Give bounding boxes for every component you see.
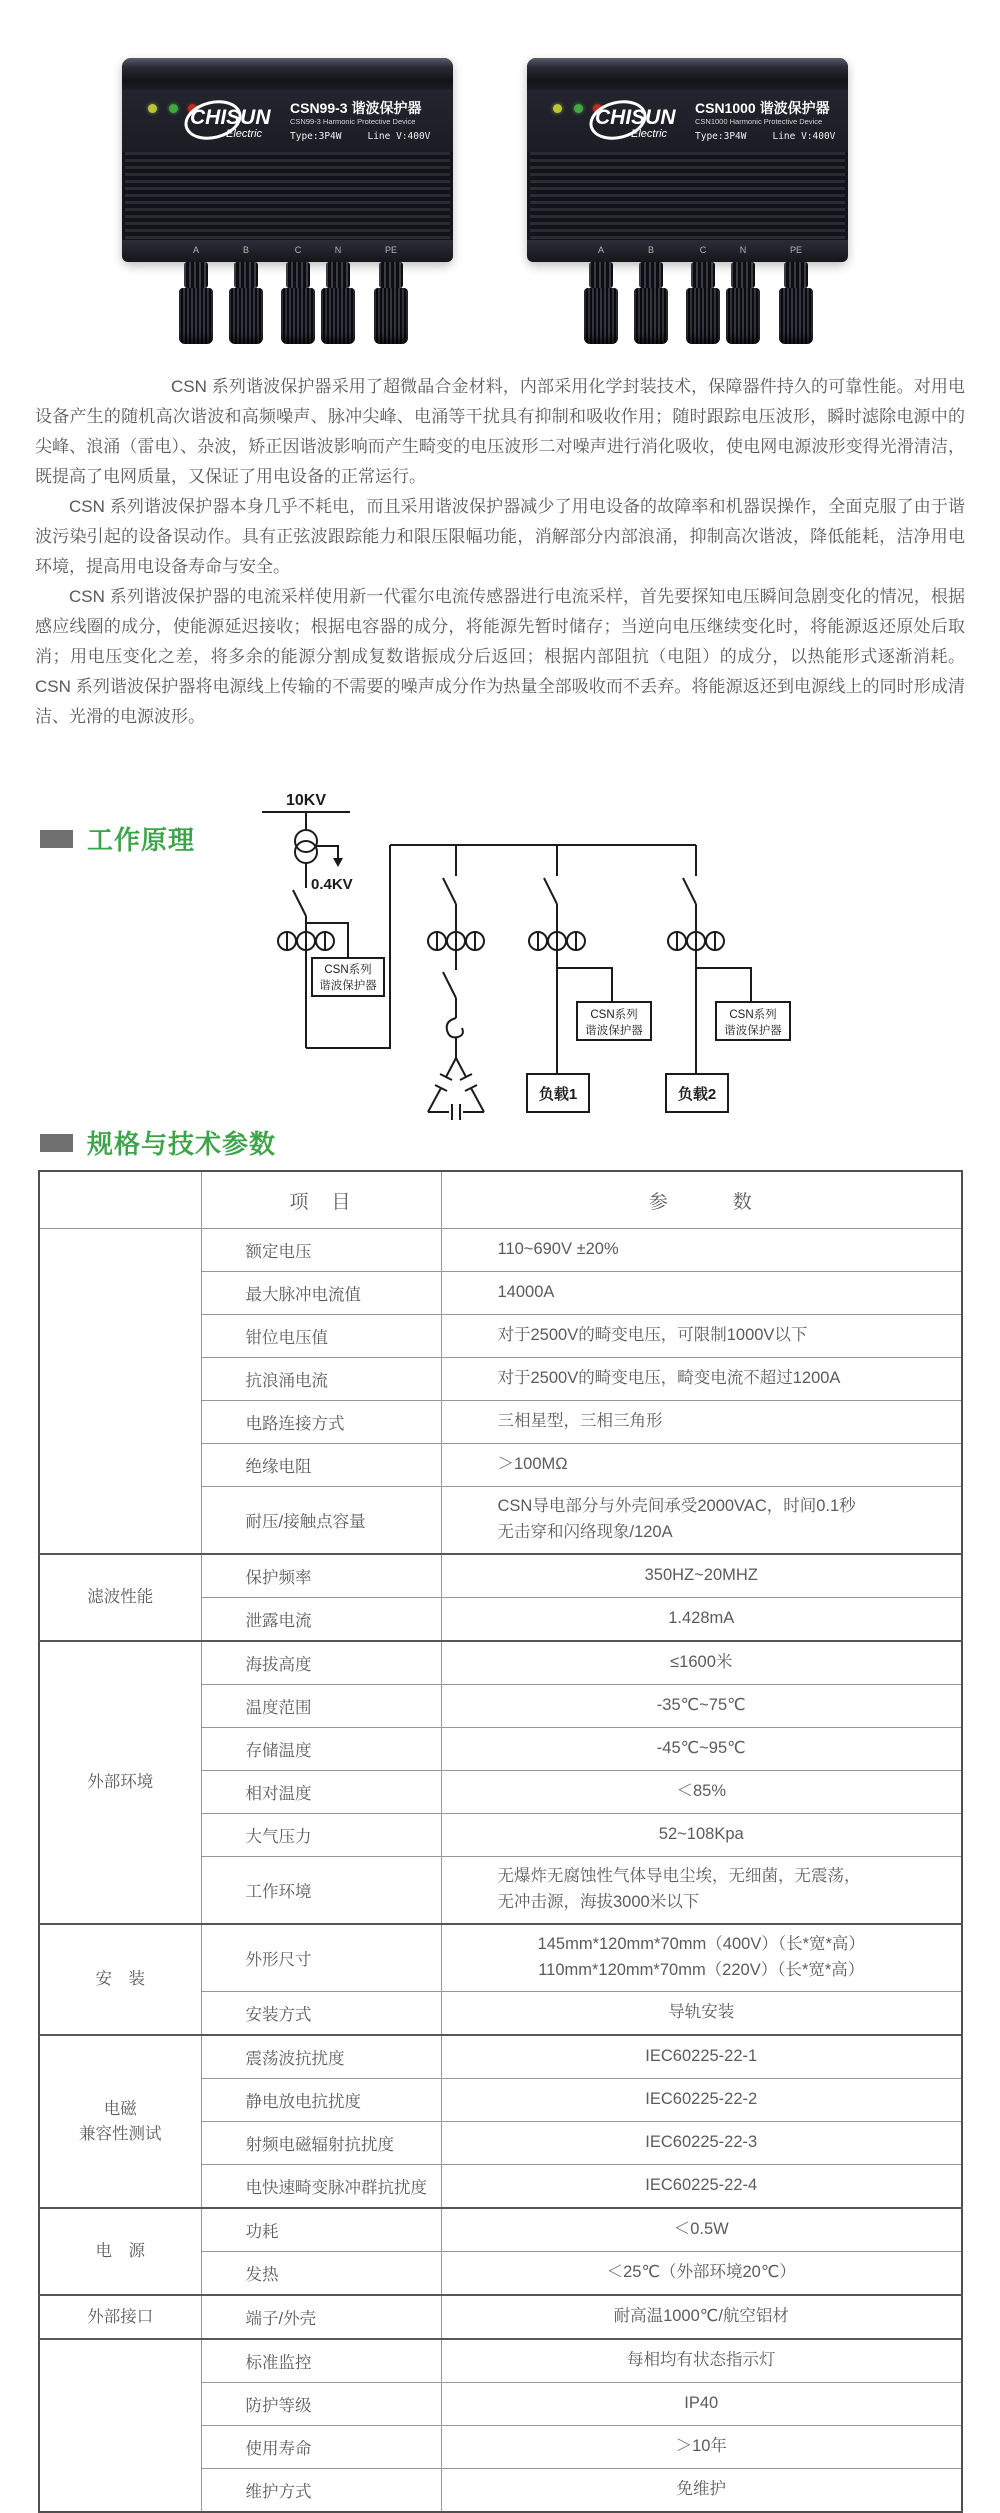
spec-table-row xyxy=(39,2295,962,2339)
cable-plug xyxy=(281,262,315,344)
spec-param-cell: 1.428mA xyxy=(441,1598,962,1642)
csn-box-text: 谐波保护器 xyxy=(724,1025,782,1037)
spec-item-cell: 温度范围 xyxy=(201,1685,441,1728)
device-title: CSN1000 谐波保护器 xyxy=(695,100,830,116)
spec-item-cell: 最大脉冲电流值 xyxy=(201,1272,441,1315)
terminal-label: PE xyxy=(384,245,398,255)
load1-label: 负载1 xyxy=(538,1086,578,1103)
spec-item-cell: 泄露电流 xyxy=(201,1598,441,1642)
device-terminal-strip xyxy=(122,240,453,262)
brand-subname: Electric xyxy=(226,128,263,140)
device-photo-csn99-3 xyxy=(122,58,453,262)
csn-box-text: CSN系列 xyxy=(324,964,372,976)
spec-param-cell: 免维护 xyxy=(441,2469,962,2513)
spec-param-cell: ＜25℃（外部环境20℃） xyxy=(441,2252,962,2296)
device-type-row xyxy=(290,131,430,142)
hv-bus-label: 10KV xyxy=(285,792,327,809)
lv-bus-label: 0.4KV xyxy=(311,876,353,893)
spec-param-cell: 145mm*120mm*70mm（400V）（长*宽*高） 110mm*120mm*70mm（220V）（长*宽*高） xyxy=(441,1924,962,1992)
spec-param-cell: ＞10年 xyxy=(441,2426,962,2469)
spec-param-cell: 对于2500V的畸变电压，可限制1000V以下 xyxy=(441,1315,962,1358)
status-led-green xyxy=(574,104,583,113)
spec-item-cell: 射频电磁辐射抗扰度 xyxy=(201,2122,441,2165)
spec-item-header: 项 目 xyxy=(201,1171,441,1229)
terminal-label: A xyxy=(597,245,605,255)
load2-label: 负载2 xyxy=(677,1086,717,1103)
brand-subname: Electric xyxy=(631,128,668,140)
status-led-yellow xyxy=(553,104,562,113)
status-led-green xyxy=(169,104,178,113)
intro-paragraph-3: CSN 系列谐波保护器的电流采样使用新一代霍尔电流传感器进行电流采样，首先要探知电压瞬间急剧变化的情况，根据感应线圈的成分，使能源延迟接收；根据电容器的成分，将能源先暂时储存；当逆向电压继续变化时，将能源返还原处后取消；用电压变化之差，将多余的能源分割成复数谐振成分后返回；根据内部阻抗（电阻）的成分，以热能形式逐渐消耗。CSN 系列谐波保护器将电源线上传输的不需要的噪声成分作为热量全部吸收而不丢弃。将能源返还到电源线上的同时形成清洁、光滑的电源波形。 xyxy=(35,587,965,726)
cable-plug xyxy=(374,262,408,344)
spec-item-cell: 外形尺寸 xyxy=(201,1924,441,1992)
spec-param-cell: 三相星型，三相三角形 xyxy=(441,1401,962,1444)
device-subtitle: CSN1000 Harmonic Protective Device xyxy=(695,117,823,126)
device-heatsink-ribs xyxy=(122,152,453,240)
brand-logo xyxy=(188,104,288,146)
csn-box-text: CSN系列 xyxy=(590,1009,638,1021)
device-title: CSN99-3 谐波保护器 xyxy=(290,100,422,116)
spec-item-cell: 钳位电压值 xyxy=(201,1315,441,1358)
cable-plugs xyxy=(527,262,848,346)
device-photo-csn1000 xyxy=(527,58,848,262)
spec-param-cell: 导轨安装 xyxy=(441,1992,962,2036)
spec-table-row xyxy=(39,1924,962,1992)
device-line-label: Line V:400V xyxy=(367,131,431,142)
terminal-label: B xyxy=(242,245,250,255)
spec-group-cell: 外部环境 xyxy=(39,1641,201,1924)
csn-box-text: 谐波保护器 xyxy=(319,980,377,992)
spec-item-cell: 相对温度 xyxy=(201,1771,441,1814)
spec-group-header xyxy=(39,1171,201,1229)
intro-text-block xyxy=(35,372,965,732)
cable-plug xyxy=(686,262,720,344)
brand-name: CHISUN xyxy=(190,106,271,129)
device-subtitle: CSN99-3 Harmonic Protective Device xyxy=(290,117,416,126)
device-top-cap xyxy=(122,58,453,90)
spec-param-cell: IEC60225-22-2 xyxy=(441,2079,962,2122)
spec-item-cell: 绝缘电阻 xyxy=(201,1444,441,1487)
spec-group-cell: 滤波性能 xyxy=(39,1554,201,1641)
spec-item-cell: 额定电压 xyxy=(201,1229,441,1272)
cable-plug xyxy=(584,262,618,344)
terminal-label: PE xyxy=(789,245,803,255)
section-square-icon xyxy=(40,1134,73,1152)
device-type-label: Type:3P4W xyxy=(290,131,342,142)
spec-group-cell xyxy=(39,1229,201,1555)
spec-item-cell: 抗浪涌电流 xyxy=(201,1358,441,1401)
spec-param-cell: ＞100MΩ xyxy=(441,1444,962,1487)
device-top-cap xyxy=(527,58,848,90)
spec-table-row xyxy=(39,1641,962,1685)
spec-item-cell: 安装方式 xyxy=(201,1992,441,2036)
spec-param-cell: ＜85% xyxy=(441,1771,962,1814)
spec-table xyxy=(38,1170,963,2513)
intro-paragraph-2: CSN 系列谐波保护器本身几乎不耗电，而且采用谐波保护器减少了用电设备的故障率和机器误操作，全面克服了由于谐波污染引起的设备误动作。具有正弦波跟踪能力和限压限幅功能，消解部分内部浪涌，抑制高次谐波，降低能耗，洁净用电环境，提高用电设备寿命与安全。 xyxy=(35,497,965,576)
spec-table-row xyxy=(39,1554,962,1598)
spec-item-cell: 防护等级 xyxy=(201,2383,441,2426)
spec-group-cell: 安 装 xyxy=(39,1924,201,2035)
spec-item-cell: 耐压/接触点容量 xyxy=(201,1487,441,1555)
spec-group-cell: 电磁 兼容性测试 xyxy=(39,2035,201,2208)
terminal-label: N xyxy=(334,245,342,255)
cable-plug xyxy=(726,262,760,344)
section-title: 规格与技术参数 xyxy=(87,1129,277,1159)
spec-param-cell: 无爆炸无腐蚀性气体导电尘埃，无细菌，无震荡， 无冲击源，海拔3000米以下 xyxy=(441,1857,962,1925)
cable-plug xyxy=(634,262,668,344)
spec-param-cell: ≤1600米 xyxy=(441,1641,962,1685)
spec-group-cell: 电 源 xyxy=(39,2208,201,2295)
spec-table-row xyxy=(39,1229,962,1272)
section-title: 工作原理 xyxy=(87,825,196,855)
spec-item-cell: 端子/外壳 xyxy=(201,2295,441,2339)
brand-logo xyxy=(593,104,693,146)
spec-item-cell: 电快速畸变脉冲群抗扰度 xyxy=(201,2165,441,2209)
csn-box-text: CSN系列 xyxy=(729,1009,777,1021)
terminal-label: C xyxy=(699,245,707,255)
terminal-label: A xyxy=(192,245,200,255)
spec-param-cell: IP40 xyxy=(441,2383,962,2426)
spec-param-cell: ＜0.5W xyxy=(441,2208,962,2252)
section-square-icon xyxy=(40,830,73,848)
spec-param-cell: 耐高温1000℃/航空铝材 xyxy=(441,2295,962,2339)
spec-table-row xyxy=(39,2339,962,2383)
device-terminal-strip xyxy=(527,240,848,262)
spec-item-cell: 电路连接方式 xyxy=(201,1401,441,1444)
working-principle-diagram xyxy=(150,740,810,1135)
spec-param-cell: 对于2500V的畸变电压，畸变电流不超过1200A xyxy=(441,1358,962,1401)
csn-box-text: 谐波保护器 xyxy=(585,1025,643,1037)
spec-param-cell: 每相均有状态指示灯 xyxy=(441,2339,962,2383)
device-label-face xyxy=(527,90,848,152)
spec-param-header: 参 数 xyxy=(441,1171,962,1229)
device-label-face xyxy=(122,90,453,152)
spec-item-cell: 震荡波抗扰度 xyxy=(201,2035,441,2079)
cable-plug xyxy=(179,262,213,344)
spec-item-cell: 功耗 xyxy=(201,2208,441,2252)
spec-item-cell: 存储温度 xyxy=(201,1728,441,1771)
spec-param-cell: 52~108Kpa xyxy=(441,1814,962,1857)
spec-item-cell: 静电放电抗扰度 xyxy=(201,2079,441,2122)
spec-item-cell: 标准监控 xyxy=(201,2339,441,2383)
device-line-label: Line V:400V xyxy=(772,131,836,142)
arrow-down-icon xyxy=(333,858,343,867)
device-heatsink-ribs xyxy=(527,152,848,240)
terminal-label: C xyxy=(294,245,302,255)
terminal-label: N xyxy=(739,245,747,255)
device-type-label: Type:3P4W xyxy=(695,131,747,142)
spec-param-cell: 350HZ~20MHZ xyxy=(441,1554,962,1598)
cable-plug xyxy=(321,262,355,344)
spec-item-cell: 发热 xyxy=(201,2252,441,2296)
intro-paragraph-1: CSN 系列谐波保护器采用了超微晶合金材料，内部采用化学封装技术，保障器件持久的可靠性能。对用电设备产生的随机高次谐波和高频噪声、脉冲尖峰、电涌等干扰具有抑制和吸收作用；随时跟踪电压波形，瞬时滤除电源中的尖峰、浪涌（雷电）、杂波，矫正因谐波影响而产生畸变的电压波形二对噪声进行消化吸收，使电网电源波形变得光滑清洁，既提高了电网质量，又保证了用电设备的正常运行。 xyxy=(35,377,965,486)
cable-plug xyxy=(229,262,263,344)
brand-name: CHISUN xyxy=(595,106,676,129)
spec-param-cell: CSN导电部分与外壳间承受2000VAC，时间0.1秒 无击穿和闪络现象/120A xyxy=(441,1487,962,1555)
cable-plug xyxy=(779,262,813,344)
spec-param-cell: -45℃~95℃ xyxy=(441,1728,962,1771)
spec-param-cell: IEC60225-22-1 xyxy=(441,2035,962,2079)
cable-plugs xyxy=(122,262,453,346)
spec-param-cell: 14000A xyxy=(441,1272,962,1315)
spec-item-cell: 保护频率 xyxy=(201,1554,441,1598)
spec-item-cell: 维护方式 xyxy=(201,2469,441,2513)
spec-table-header-row xyxy=(39,1171,962,1229)
spec-item-cell: 使用寿命 xyxy=(201,2426,441,2469)
spec-table-row xyxy=(39,2035,962,2079)
spec-item-cell: 工作环境 xyxy=(201,1857,441,1925)
status-led-yellow xyxy=(148,104,157,113)
section-header-specs xyxy=(40,1124,276,1161)
spec-item-cell: 海拔高度 xyxy=(201,1641,441,1685)
spec-item-cell: 大气压力 xyxy=(201,1814,441,1857)
spec-group-cell: 外部接口 xyxy=(39,2295,201,2339)
terminal-label: B xyxy=(647,245,655,255)
spec-param-cell: 110~690V ±20% xyxy=(441,1229,962,1272)
spec-param-cell: -35℃~75℃ xyxy=(441,1685,962,1728)
spec-param-cell: IEC60225-22-4 xyxy=(441,2165,962,2209)
spec-table-row xyxy=(39,2208,962,2252)
device-type-row xyxy=(695,131,835,142)
spec-group-cell xyxy=(39,2339,201,2512)
spec-param-cell: IEC60225-22-3 xyxy=(441,2122,962,2165)
